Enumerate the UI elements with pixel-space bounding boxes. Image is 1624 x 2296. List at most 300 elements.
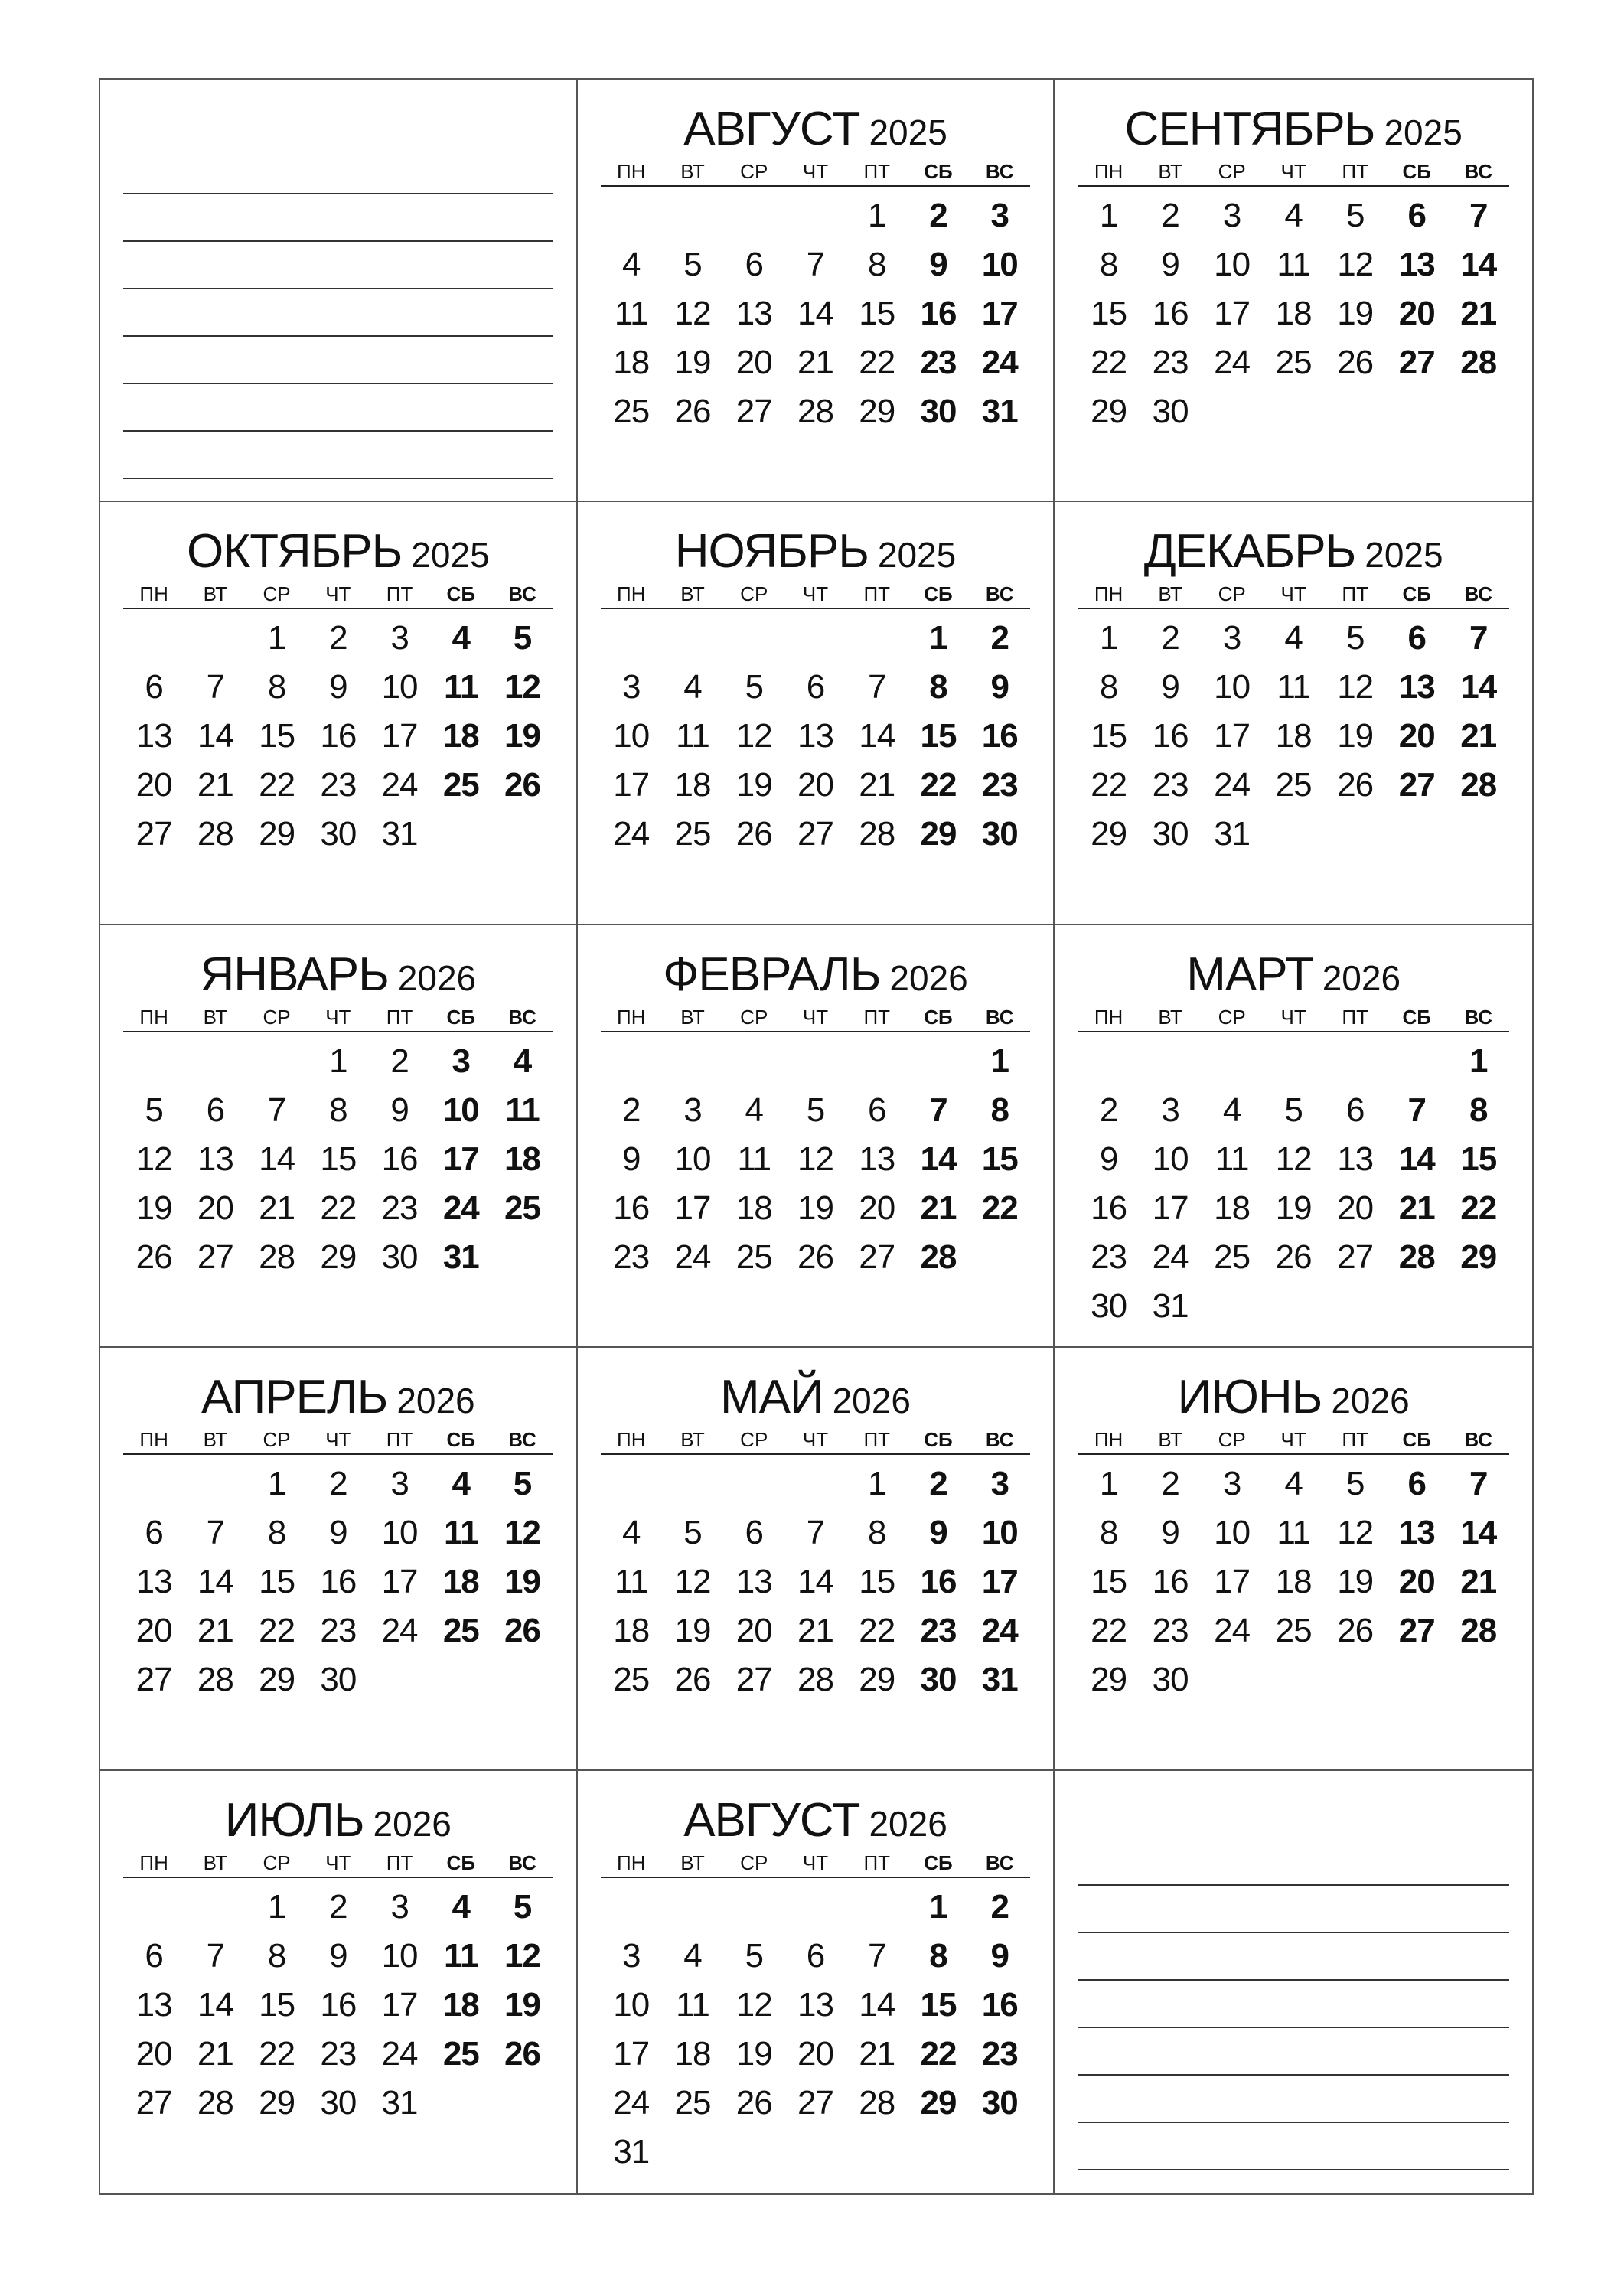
day-number: 25 [613, 393, 650, 430]
weekday-label: ВС [985, 1005, 1014, 1029]
day-number: 9 [329, 1514, 347, 1552]
day-number: 8 [867, 1514, 886, 1552]
month-year: 2025 [411, 535, 490, 576]
month-name: ОКТЯБРЬ [186, 525, 403, 579]
weekday-label: СБ [924, 1005, 953, 1029]
day-number: 20 [735, 344, 772, 381]
day-number: 13 [859, 1140, 895, 1178]
note-line [123, 384, 553, 432]
empty-day [123, 614, 184, 663]
weekday-label: ПТ [863, 160, 891, 183]
day-number: 21 [797, 344, 833, 381]
day-number: 20 [135, 1612, 172, 1650]
day-number: 12 [1275, 1140, 1312, 1178]
day-number: 6 [145, 1514, 163, 1552]
day-number: 21 [1398, 1189, 1435, 1227]
note-line [123, 242, 553, 289]
day-number: 22 [259, 1612, 295, 1650]
empty-day [662, 614, 723, 663]
day-number: 21 [920, 1189, 957, 1227]
day-number: 13 [797, 1985, 833, 2024]
weekday-label: ПТ [1342, 1005, 1368, 1029]
month-calendar [601, 1794, 1031, 2177]
day-number: 15 [259, 1563, 295, 1601]
day-number: 16 [1091, 1189, 1127, 1227]
day-number: 22 [920, 2034, 957, 2073]
day-number: 17 [442, 1140, 479, 1178]
month-title [601, 103, 1031, 156]
day-number: 29 [1091, 815, 1127, 853]
weekday-label: ЧТ [1280, 160, 1306, 183]
day-number: 17 [674, 1189, 711, 1227]
weekday-label: ПТ [1342, 1428, 1368, 1452]
day-number: 6 [206, 1091, 225, 1129]
day-number: 12 [1337, 1514, 1374, 1552]
day-number: 2 [390, 1042, 409, 1080]
month-name: АПРЕЛЬ [201, 1371, 388, 1424]
weekday-label: ВС [508, 1851, 536, 1874]
weekday-label: ЧТ [1280, 582, 1306, 606]
day-number: 10 [674, 1140, 711, 1178]
day-number: 4 [622, 246, 641, 283]
day-number: 19 [135, 1189, 172, 1227]
day-number: 3 [683, 1091, 702, 1129]
day-number: 10 [1214, 668, 1251, 706]
weekday-header [601, 582, 1031, 609]
empty-day [1263, 1037, 1325, 1086]
day-number: 30 [320, 815, 357, 853]
day-number: 10 [381, 1514, 418, 1552]
empty-day [662, 1459, 723, 1508]
day-number: 9 [990, 1936, 1009, 1975]
day-number: 18 [613, 344, 650, 381]
day-number: 13 [135, 1563, 172, 1601]
weekday-label: ВТ [1158, 160, 1182, 183]
weekday-label: ЧТ [1280, 1005, 1306, 1029]
month-year: 2025 [869, 113, 947, 152]
day-number: 4 [452, 1887, 471, 1926]
empty-day [601, 1459, 662, 1508]
month-cell [1055, 502, 1532, 925]
weekday-label: ПТ [863, 1851, 891, 1874]
days-grid [123, 614, 553, 859]
month-year: 2025 [1365, 535, 1443, 576]
day-number: 9 [1161, 246, 1179, 283]
day-number: 5 [145, 1091, 163, 1129]
day-number: 16 [320, 1985, 357, 2024]
empty-day [723, 191, 784, 240]
day-number: 12 [504, 668, 540, 706]
weekday-label: СР [1218, 160, 1246, 183]
day-number: 5 [745, 668, 763, 706]
month-name: ДЕКАБРЬ [1143, 525, 1356, 579]
day-number: 9 [329, 668, 347, 706]
day-number: 8 [267, 668, 286, 706]
day-number: 18 [613, 1612, 650, 1650]
day-number: 15 [1460, 1140, 1497, 1178]
note-line [1078, 2028, 1509, 2076]
day-number: 4 [452, 619, 471, 657]
month-name: МАРТ [1186, 947, 1313, 1001]
day-number: 7 [206, 1936, 225, 1975]
weekday-label: ЧТ [325, 1005, 351, 1029]
day-number: 24 [613, 815, 650, 853]
day-number: 22 [1091, 344, 1127, 381]
weekday-label: СБ [924, 160, 953, 183]
day-number: 27 [797, 815, 833, 853]
day-number: 27 [1398, 766, 1435, 804]
month-cell [100, 1771, 578, 2193]
days-grid [1078, 614, 1509, 859]
day-number: 6 [1407, 1465, 1426, 1503]
day-number: 8 [329, 1091, 347, 1129]
day-number: 10 [442, 1091, 479, 1129]
empty-day [723, 614, 784, 663]
day-number: 18 [1275, 1563, 1312, 1601]
day-number: 19 [735, 2034, 772, 2073]
day-number: 16 [1152, 717, 1189, 755]
empty-day [662, 1883, 723, 1932]
day-number: 1 [1099, 619, 1118, 657]
day-number: 8 [867, 246, 886, 283]
day-number: 31 [981, 1661, 1018, 1699]
day-number: 27 [135, 815, 172, 853]
empty-day [723, 1037, 784, 1086]
day-number: 14 [259, 1140, 295, 1178]
day-number: 18 [1275, 717, 1312, 755]
day-number: 20 [1398, 1563, 1435, 1601]
day-number: 1 [929, 619, 947, 657]
month-name: ИЮЛЬ [224, 1793, 364, 1847]
day-number: 1 [267, 1465, 286, 1503]
weekday-header [123, 1005, 553, 1032]
day-number: 11 [614, 1563, 648, 1601]
day-number: 13 [1398, 668, 1435, 706]
day-number: 10 [381, 1936, 418, 1975]
weekday-label: ЧТ [802, 1851, 829, 1874]
day-number: 12 [1337, 246, 1374, 283]
day-number: 9 [390, 1091, 409, 1129]
day-number: 30 [1091, 1287, 1127, 1325]
day-number: 7 [1469, 197, 1488, 234]
day-number: 1 [929, 1887, 947, 1926]
weekday-label: ВС [985, 1428, 1014, 1452]
day-number: 16 [1152, 295, 1189, 332]
day-number: 3 [390, 619, 409, 657]
weekday-label: ВТ [203, 582, 228, 606]
day-number: 27 [135, 1661, 172, 1699]
day-number: 22 [859, 344, 895, 381]
day-number: 10 [613, 717, 650, 755]
notes-cell [1055, 1771, 1532, 2193]
month-year: 2026 [397, 957, 477, 998]
day-number: 6 [1407, 619, 1426, 657]
month-calendar [1078, 525, 1509, 859]
month-cell [578, 925, 1055, 1348]
day-number: 19 [735, 766, 772, 804]
day-number: 26 [797, 1238, 833, 1276]
month-name: СЕНТЯБРЬ [1124, 103, 1375, 155]
month-cell [100, 925, 578, 1348]
day-number: 3 [390, 1465, 409, 1503]
month-cell [1055, 80, 1532, 502]
weekday-label: ПН [139, 1428, 168, 1452]
calendar-sheet [99, 78, 1534, 2195]
weekday-header [1078, 582, 1509, 609]
weekday-label: ВС [985, 1851, 1014, 1874]
day-number: 15 [920, 1985, 957, 2024]
day-number: 27 [735, 1661, 772, 1699]
day-number: 13 [797, 717, 833, 755]
day-number: 21 [197, 2034, 233, 2073]
day-number: 30 [1152, 815, 1189, 853]
weekday-label: СР [263, 1851, 291, 1874]
day-number: 6 [806, 668, 825, 706]
month-year: 2026 [373, 1803, 452, 1844]
weekday-label: ЧТ [802, 1005, 829, 1029]
day-number: 31 [613, 2132, 650, 2170]
day-number: 30 [320, 1661, 357, 1699]
day-number: 14 [797, 295, 833, 332]
day-number: 25 [442, 2034, 479, 2073]
weekday-label: ВС [508, 1428, 536, 1452]
weekday-label: ПН [1094, 1005, 1123, 1029]
day-number: 5 [1345, 1465, 1365, 1503]
empty-day [1324, 1037, 1386, 1086]
day-number: 11 [1215, 1140, 1249, 1178]
day-number: 12 [674, 1563, 711, 1601]
day-number: 31 [1214, 815, 1251, 853]
day-number: 11 [737, 1140, 771, 1178]
day-number: 23 [1152, 1612, 1189, 1650]
day-number: 19 [1337, 717, 1374, 755]
empty-day [1386, 1037, 1448, 1086]
day-number: 1 [1099, 1465, 1118, 1503]
month-calendar [601, 525, 1031, 859]
day-number: 9 [929, 246, 947, 283]
day-number: 22 [1460, 1189, 1497, 1227]
day-number: 2 [1161, 197, 1179, 234]
day-number: 17 [981, 295, 1018, 332]
day-number: 25 [1214, 1238, 1251, 1276]
day-number: 29 [259, 815, 295, 853]
weekday-label: СБ [924, 1428, 953, 1452]
day-number: 16 [613, 1189, 650, 1227]
day-number: 6 [867, 1091, 886, 1129]
day-number: 21 [197, 766, 233, 804]
day-number: 4 [683, 668, 702, 706]
weekday-label: СР [740, 1005, 768, 1029]
day-number: 2 [929, 1465, 947, 1503]
day-number: 5 [745, 1936, 763, 1975]
day-number: 26 [1337, 1612, 1374, 1650]
weekday-label: ПН [617, 1428, 646, 1452]
note-line [1078, 1933, 1509, 1981]
weekday-label: ПН [617, 160, 646, 183]
weekday-label: СР [740, 582, 768, 606]
empty-day [601, 1037, 662, 1086]
weekday-label: ПН [617, 1005, 646, 1029]
weekday-label: ПТ [863, 582, 891, 606]
weekday-label: ПТ [386, 1851, 413, 1874]
day-number: 17 [613, 2034, 650, 2073]
day-number: 30 [381, 1238, 418, 1276]
weekday-header [123, 1851, 553, 1878]
month-calendar [123, 1371, 553, 1704]
empty-day [601, 191, 662, 240]
day-number: 20 [1398, 295, 1435, 332]
day-number: 28 [859, 815, 895, 853]
day-number: 4 [1284, 1465, 1303, 1503]
day-number: 5 [513, 1887, 532, 1926]
weekday-label: СБ [924, 1851, 953, 1874]
day-number: 7 [929, 1091, 947, 1129]
month-title [1078, 103, 1509, 156]
month-name: ЯНВАРЬ [200, 947, 389, 1001]
day-number: 11 [614, 295, 648, 332]
day-number: 1 [329, 1042, 347, 1080]
day-number: 5 [806, 1091, 825, 1129]
day-number: 30 [920, 393, 957, 430]
day-number: 29 [259, 2083, 295, 2122]
day-number: 5 [1345, 197, 1365, 234]
empty-day [784, 191, 846, 240]
day-number: 20 [797, 766, 833, 804]
day-number: 29 [920, 2083, 957, 2122]
note-line [123, 337, 553, 384]
day-number: 26 [674, 1661, 711, 1699]
day-number: 4 [1284, 197, 1303, 234]
month-year: 2026 [832, 1381, 911, 1421]
days-grid [601, 1459, 1031, 1704]
weekday-header [123, 582, 553, 609]
day-number: 20 [197, 1189, 233, 1227]
day-number: 23 [613, 1238, 650, 1276]
day-number: 21 [859, 766, 895, 804]
day-number: 24 [674, 1238, 711, 1276]
days-grid [123, 1459, 553, 1704]
day-number: 27 [735, 393, 772, 430]
day-number: 2 [329, 1887, 347, 1926]
day-number: 17 [981, 1563, 1018, 1601]
month-name: ИЮНЬ [1177, 1371, 1322, 1424]
weekday-label: ПТ [863, 1005, 891, 1029]
day-number: 28 [197, 2083, 233, 2122]
day-number: 28 [1398, 1238, 1435, 1276]
month-year: 2026 [1331, 1381, 1410, 1421]
month-calendar [601, 1371, 1031, 1704]
day-number: 5 [1284, 1091, 1303, 1129]
day-number: 31 [442, 1238, 479, 1276]
day-number: 29 [320, 1238, 357, 1276]
month-cell [578, 80, 1055, 502]
note-line [123, 194, 553, 242]
weekday-label: ПН [139, 582, 168, 606]
day-number: 22 [259, 2034, 295, 2073]
month-year: 2026 [396, 1381, 475, 1421]
empty-day [723, 1459, 784, 1508]
day-number: 21 [797, 1612, 833, 1650]
day-number: 28 [859, 2083, 895, 2122]
day-number: 24 [381, 1612, 418, 1650]
day-number: 18 [442, 717, 479, 755]
weekday-label: ПН [1094, 582, 1123, 606]
day-number: 14 [197, 1563, 233, 1601]
month-name: НОЯБРЬ [674, 525, 869, 579]
day-number: 8 [1099, 668, 1118, 706]
day-number: 15 [981, 1140, 1018, 1178]
day-number: 15 [859, 295, 895, 332]
weekday-label: ПТ [386, 582, 413, 606]
weekday-label: ЧТ [325, 1851, 351, 1874]
day-number: 18 [674, 766, 711, 804]
day-number: 9 [1161, 1514, 1179, 1552]
day-number: 1 [867, 1465, 886, 1503]
day-number: 10 [613, 1985, 650, 2024]
day-number: 20 [135, 2034, 172, 2073]
day-number: 28 [1460, 766, 1497, 804]
weekday-label: СР [740, 1428, 768, 1452]
day-number: 7 [806, 246, 825, 283]
day-number: 15 [859, 1563, 895, 1601]
day-number: 19 [1337, 295, 1374, 332]
day-number: 27 [797, 2083, 833, 2122]
day-number: 27 [1398, 344, 1435, 381]
day-number: 26 [504, 2034, 540, 2073]
empty-day [123, 1883, 184, 1932]
weekday-header [601, 159, 1031, 187]
day-number: 6 [745, 246, 763, 283]
empty-day [601, 614, 662, 663]
day-number: 2 [329, 1465, 347, 1503]
day-number: 7 [206, 668, 225, 706]
day-number: 2 [1161, 619, 1179, 657]
weekday-label: ПН [1094, 160, 1123, 183]
day-number: 11 [676, 1985, 709, 2024]
day-number: 27 [1337, 1238, 1374, 1276]
day-number: 13 [1398, 246, 1435, 283]
day-number: 20 [1337, 1189, 1374, 1227]
empty-day [246, 1037, 307, 1086]
day-number: 30 [920, 1661, 957, 1699]
day-number: 3 [452, 1042, 471, 1080]
day-number: 18 [1275, 295, 1312, 332]
weekday-label: ВС [1464, 582, 1492, 606]
weekday-label: СБ [446, 1428, 476, 1452]
day-number: 1 [1099, 197, 1118, 234]
day-number: 11 [505, 1091, 540, 1129]
empty-day [908, 1037, 969, 1086]
weekday-label: ПТ [1342, 160, 1368, 183]
day-number: 13 [735, 1563, 772, 1601]
weekday-label: СБ [1402, 1428, 1431, 1452]
day-number: 13 [197, 1140, 233, 1178]
day-number: 23 [981, 2034, 1018, 2073]
day-number: 1 [267, 1887, 286, 1926]
day-number: 1 [867, 197, 886, 234]
days-grid [123, 1883, 553, 2128]
empty-day [784, 1037, 846, 1086]
day-number: 20 [1398, 717, 1435, 755]
day-number: 8 [1099, 1514, 1118, 1552]
day-number: 17 [613, 766, 650, 804]
day-number: 4 [513, 1042, 532, 1080]
day-number: 29 [1091, 393, 1127, 430]
day-number: 4 [452, 1465, 471, 1503]
weekday-label: ВТ [680, 1428, 705, 1452]
day-number: 10 [381, 668, 418, 706]
day-number: 7 [867, 668, 886, 706]
